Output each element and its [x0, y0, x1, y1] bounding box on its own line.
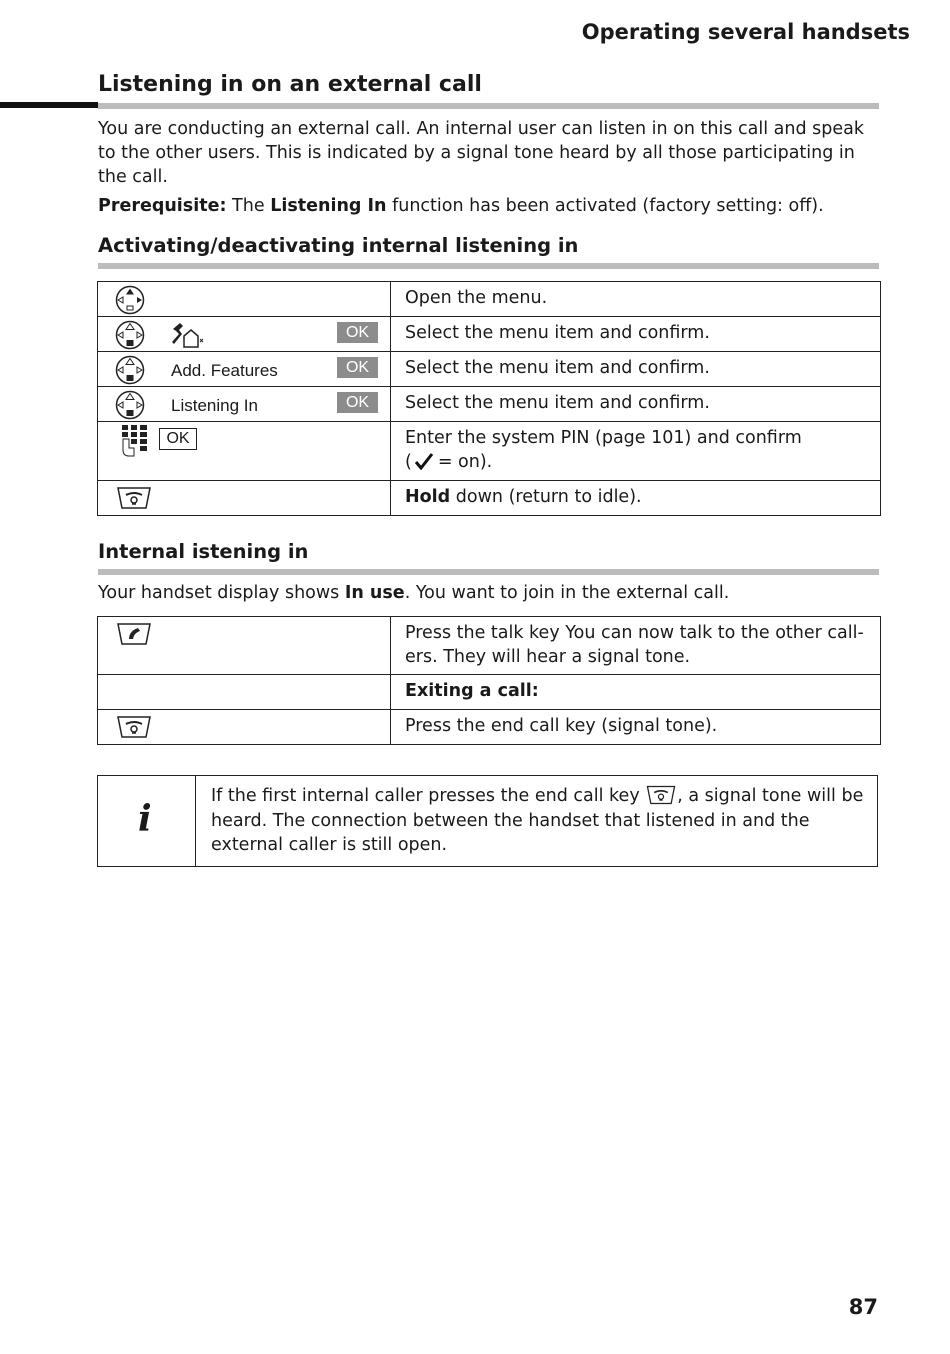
info-icon: i: [138, 798, 152, 840]
settings-menu-icon: [170, 320, 204, 348]
table-row: [98, 387, 881, 422]
talk-key-icon: [116, 621, 152, 647]
step-desc: Select the menu item and confirm.: [391, 317, 881, 352]
step-desc: Enter the system PIN (page 101) and confirm: [405, 428, 802, 448]
activate-steps-table: [97, 281, 881, 516]
step-desc: down (return to idle).: [455, 487, 642, 507]
end-call-key-icon: [116, 485, 152, 511]
table-row: [98, 481, 881, 516]
section-rule: [98, 103, 879, 109]
step-desc: Open the menu.: [391, 282, 881, 317]
nav-key-down-icon: [114, 355, 146, 385]
internal-rule: [98, 569, 879, 575]
running-header: Operating several handsets: [581, 20, 910, 44]
ok-softkey[interactable]: OK: [337, 357, 378, 378]
table-row: [98, 352, 881, 387]
prereq-post: function has been activated (factory setting: off).: [392, 196, 824, 216]
activate-rule: [98, 263, 879, 269]
section-marker-bar: [0, 102, 98, 108]
ok-softkey[interactable]: OK: [337, 322, 378, 343]
info-note-box: [97, 775, 878, 867]
internal-intro: Your handset display shows In use. You want to join in the external call.: [98, 583, 730, 603]
keypad-icon: [120, 424, 150, 458]
section-title: Listening in on an external call: [98, 72, 482, 97]
prereq-term: Listening In: [270, 196, 387, 216]
step-desc: Select the menu item and confirm.: [391, 387, 881, 422]
end-call-key-icon: [645, 784, 677, 806]
table-row: [98, 317, 881, 352]
display-term: In use: [344, 583, 405, 603]
intro-paragraph: You are conducting an external call. An internal user can listen in on this call and speak to the other users. This is indicated by a signal tone heard by all those participating in the call.: [98, 119, 864, 187]
checkmark-icon: [414, 452, 434, 470]
table-row: [98, 675, 881, 710]
table-row: [98, 282, 881, 317]
internal-subtitle: Internal istening in: [98, 540, 309, 563]
step-desc: Select the menu item and confirm.: [391, 352, 881, 387]
activate-subtitle: Activating/deactivating internal listening in: [98, 234, 579, 257]
internal-steps-table: [97, 616, 881, 745]
table-row: [98, 710, 881, 745]
page-number: 87: [848, 1295, 878, 1319]
nav-key-down-icon: [114, 390, 146, 420]
info-note-text: If the first internal caller presses the end call key , a signal tone will be heard. The connection between the handset that listened in and the external caller is still open.: [211, 786, 864, 855]
ok-key-frame[interactable]: OK: [159, 428, 197, 450]
step-desc: Press the talk key You can now talk to the other call- ers. They will hear a signal tone.: [391, 617, 881, 675]
menu-item-label: Listening In: [171, 396, 258, 415]
menu-item-label: Add. Features: [171, 361, 278, 380]
prereq-pre: The: [232, 196, 265, 216]
ok-softkey[interactable]: OK: [337, 392, 378, 413]
step-desc-bold: Hold: [405, 487, 451, 507]
end-call-key-icon: [116, 714, 152, 740]
step-desc: Press the end call key (signal tone).: [391, 710, 881, 745]
nav-key-down-icon: [114, 320, 146, 350]
nav-key-up-icon: [114, 285, 146, 315]
step-desc-line2: ( = on).: [405, 452, 493, 472]
table-row: [98, 617, 881, 675]
prereq-label: Prerequisite:: [98, 196, 227, 216]
table-row: [98, 422, 881, 481]
step-subheading: Exiting a call:: [391, 675, 881, 710]
prerequisite-paragraph: [98, 194, 880, 218]
